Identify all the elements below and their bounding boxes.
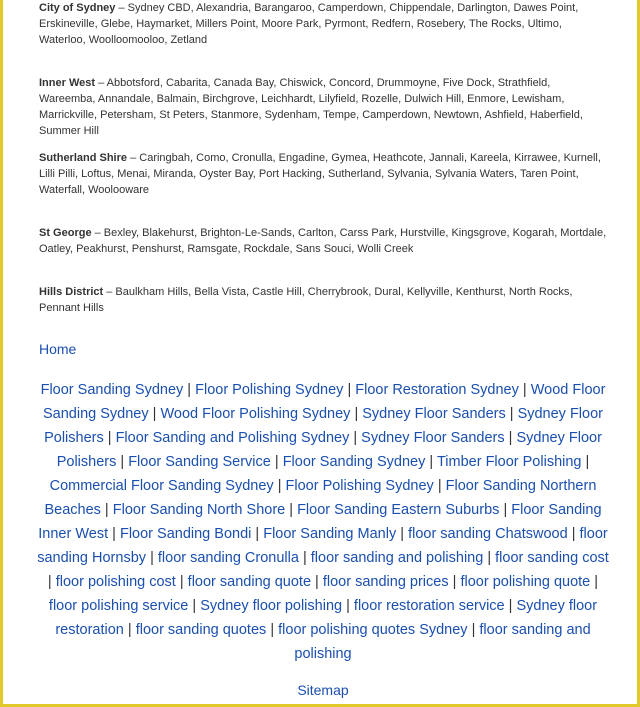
footer-link[interactable]: Wood Floor Sanding Sydney xyxy=(43,382,606,422)
link-separator: | xyxy=(179,574,184,590)
footer-link[interactable]: Sydney floor polishing xyxy=(200,598,343,614)
link-separator: | xyxy=(522,382,527,398)
region-inner-west xyxy=(39,75,609,139)
region-name: St George xyxy=(39,227,92,239)
region-hills-district xyxy=(39,284,609,316)
footer-links xyxy=(36,378,610,666)
link-separator: | xyxy=(429,454,434,470)
footer-link[interactable]: Floor Sanding Inner West xyxy=(38,502,602,542)
footer-link[interactable]: Floor Sanding Sydney xyxy=(40,382,184,398)
region-name: Hills District xyxy=(39,286,104,298)
link-separator: | xyxy=(192,598,197,614)
link-separator: | xyxy=(152,406,157,422)
link-separator: | xyxy=(571,526,576,542)
link-separator: | xyxy=(187,382,192,398)
link-separator: | xyxy=(503,502,508,518)
footer-link[interactable]: floor sanding prices xyxy=(322,574,449,590)
link-separator: | xyxy=(104,502,109,518)
footer-link[interactable]: floor sanding quotes xyxy=(135,622,267,638)
footer-link[interactable]: Floor Polishing Sydney xyxy=(285,478,434,494)
link-separator: | xyxy=(107,430,112,446)
region-suburbs: – Abbotsford, Cabarita, Canada Bay, Chiswick, Concord, Drummoyne, Five Dock, Strathfield, Wareemba, Annandale, Balmain, Birchgrove, Leichhardt, Lilyfield, Rozelle, Dulwich Hill, Enmore, Lewisham, Marrickville, Petersham, St Peters, Stanmore, Sydenham, Tempe, Camperdown, Newtown, Ashfield, Haberfield, Summer Hill xyxy=(39,77,583,137)
link-separator: | xyxy=(270,622,275,638)
region-name: Sutherland Shire xyxy=(39,152,128,164)
link-separator: | xyxy=(487,550,492,566)
footer-link[interactable]: floor polishing service xyxy=(48,598,189,614)
link-separator: | xyxy=(353,430,358,446)
region-suburbs: – Baulkham Hills, Bella Vista, Castle Hill, Cherrybrook, Dural, Kellyville, Kenthurst, North Rocks, Pennant Hills xyxy=(39,286,573,314)
link-separator: | xyxy=(120,454,125,470)
link-separator: | xyxy=(112,526,116,542)
link-separator: | xyxy=(347,382,352,398)
link-separator: | xyxy=(346,598,350,614)
footer-link[interactable]: Floor Sanding Sydney xyxy=(282,454,426,470)
link-separator: | xyxy=(509,406,514,422)
footer-link[interactable]: floor sanding Chatswood xyxy=(408,526,568,542)
footer-link[interactable]: Commercial Floor Sanding Sydney xyxy=(49,478,274,494)
footer-link[interactable]: floor restoration service xyxy=(353,598,505,614)
region-suburbs: – Caringbah, Como, Cronulla, Engadine, Gymea, Heathcote, Jannali, Kareela, Kirrawee, Kurnell, Lilli Pilli, Loftus, Menai, Miranda, Oyster Bay, Port Hacking, Sutherland, Sylvania, Sylvania Waters, Taren Point, Waterfall, Woolooware xyxy=(39,152,601,196)
home-link[interactable]: Home xyxy=(39,341,77,357)
footer-link[interactable]: Floor Restoration Sydney xyxy=(355,382,519,398)
footer-link[interactable]: Wood Floor Polishing Sydney xyxy=(160,406,351,422)
footer-link[interactable]: floor polishing quotes Sydney xyxy=(278,622,468,638)
footer-link[interactable]: floor sanding quote xyxy=(187,574,312,590)
link-separator: | xyxy=(585,454,590,470)
link-separator: | xyxy=(471,622,476,638)
footer-link[interactable]: Sydney Floor Sanders xyxy=(361,430,505,446)
footer-link[interactable]: floor sanding Hornsby xyxy=(37,526,608,566)
link-separator: | xyxy=(315,574,319,590)
link-separator: | xyxy=(437,478,442,494)
region-sutherland-shire xyxy=(39,150,609,198)
link-separator: | xyxy=(354,406,359,422)
footer-link[interactable]: Floor Polishing Sydney xyxy=(195,382,344,398)
footer-link[interactable]: Timber Floor Polishing xyxy=(436,454,582,470)
link-separator: | xyxy=(400,526,405,542)
link-separator: | xyxy=(277,478,282,494)
footer-link[interactable]: Floor Sanding North Shore xyxy=(112,502,286,518)
footer-link[interactable]: Sydney Floor Polishers xyxy=(44,406,603,446)
footer-link[interactable]: Floor Sanding Northern Beaches xyxy=(44,478,597,518)
footer-link[interactable]: Floor Sanding and Polishing Sydney xyxy=(115,430,350,446)
link-separator: | xyxy=(255,526,260,542)
link-separator: | xyxy=(150,550,154,566)
footer-link[interactable]: Sydney Floor Sanders xyxy=(362,406,506,422)
region-name: City of Sydney xyxy=(39,2,116,14)
link-separator: | xyxy=(594,574,599,590)
region-suburbs: – Sydney CBD, Alexandria, Barangaroo, Camperdown, Chippendale, Darlington, Dawes Point, Erskineville, Glebe, Haymarket, Millers Point, Moore Park, Pyrmont, Redfern, Rosebery, The Rocks, Ultimo, Waterloo, Woolloomooloo, Zetland xyxy=(39,2,579,46)
sitemap-link[interactable]: Sitemap xyxy=(297,682,349,698)
link-separator: | xyxy=(302,550,307,566)
footer-link[interactable]: floor sanding cost xyxy=(495,550,609,566)
region-name: Inner West xyxy=(39,77,96,89)
footer-link[interactable]: floor sanding Cronulla xyxy=(157,550,299,566)
footer-link[interactable]: floor polishing quote xyxy=(460,574,591,590)
link-separator: | xyxy=(452,574,457,590)
footer-link[interactable]: Sydney floor restoration xyxy=(55,598,598,638)
region-suburbs: – Bexley, Blakehurst, Brighton-Le-Sands, Carlton, Carss Park, Hurstville, Kingsgrove, Kogarah, Mortdale, Oatley, Peakhurst, Penshurst, Ramsgate, Rockdale, Sans Souci, Wolli Creek xyxy=(39,227,607,255)
link-separator: | xyxy=(274,454,279,470)
region-st-george xyxy=(39,225,609,257)
link-separator: | xyxy=(47,574,52,590)
link-separator: | xyxy=(508,598,513,614)
footer-link[interactable]: Floor Sanding Bondi xyxy=(119,526,252,542)
region-city-of-sydney xyxy=(39,0,609,48)
footer-link[interactable]: floor polishing cost xyxy=(55,574,176,590)
link-separator: | xyxy=(508,430,513,446)
link-separator: | xyxy=(289,502,294,518)
footer-link[interactable]: Sydney Floor Polishers xyxy=(56,430,602,470)
link-separator: | xyxy=(127,622,132,638)
footer-link[interactable]: Floor Sanding Manly xyxy=(263,526,397,542)
footer-link[interactable]: floor sanding and polishing xyxy=(294,622,591,662)
footer-link[interactable]: floor sanding and polishing xyxy=(310,550,484,566)
footer-link[interactable]: Floor Sanding Eastern Suburbs xyxy=(297,502,500,518)
footer-link[interactable]: Floor Sanding Service xyxy=(128,454,271,470)
